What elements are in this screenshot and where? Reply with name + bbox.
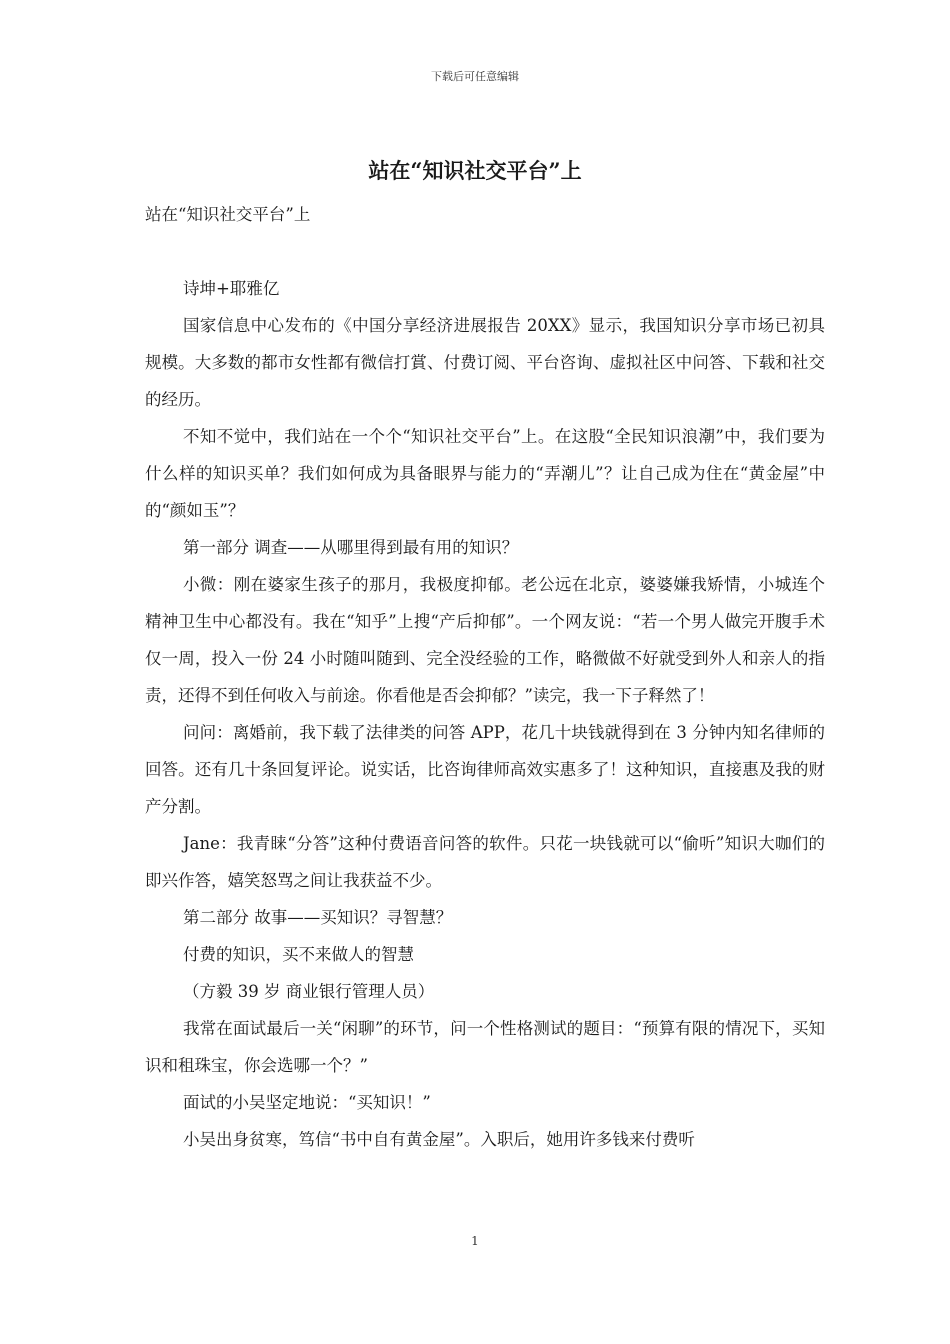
- paragraph: 小微：刚在婆家生孩子的那月，我极度抑郁。老公远在北京，婆婆嫌我矫情，小城连个精神卫生中心都没有。我在“知乎”上搜“产后抑郁”。一个网友说：“若一个男人做完开腹手术仅一周，投入一份 24 小时随叫随到、完全没经验的工作，略微做不好就受到外人和亲人的指责，还得不到任何收入与前途。你看他是否会抑郁？”读完，我一下子释然了！: [145, 575, 825, 705]
- document-body: [145, 196, 825, 1158]
- paragraph: 我常在面试最后一关“闲聊”的环节，问一个性格测试的题目：“预算有限的情况下，买知识和租珠宝，你会选哪一个？”: [145, 1019, 825, 1075]
- story-byline: （方毅 39 岁 商业银行管理人员）: [183, 982, 435, 1001]
- story-title: 付费的知识，买不来做人的智慧: [183, 945, 414, 964]
- paragraph: 国家信息中心发布的《中国分享经济进展报告 20XX》显示，我国知识分享市场已初具规模。大多数的都市女性都有微信打賞、付费订阅、平台咨询、虚拟社区中问答、下载和社交的经历。: [145, 316, 825, 409]
- page-number: 1: [471, 1234, 479, 1248]
- section-heading: 第一部分 调查——从哪里得到最有用的知识？: [183, 538, 519, 557]
- paragraph: 小吴出身贫寒，笃信“书中自有黄金屋”。入职后，她用许多钱来付费听: [183, 1130, 695, 1149]
- paragraph: 不知不觉中，我们站在一个个“知识社交平台”上。在这股“全民知识浪潮”中，我们要为什么样的知识买单？我们如何成为具备眼界与能力的“弄潮儿”？让自己成为住在“黄金屋”中的“颜如玉”？: [145, 427, 825, 520]
- section-heading: 第二部分 故事——买知识？寻智慧？: [183, 908, 453, 927]
- author-line: 诗坤+耶雅亿: [183, 279, 280, 298]
- page-header: 下载后可任意编辑: [431, 70, 519, 83]
- document-subtitle: 站在“知识社交平台”上: [145, 205, 311, 224]
- paragraph: 问问：离婚前，我下载了法律类的问答 APP，花几十块钱就得到在 3 分钟内知名律师的回答。还有几十条回复评论。说实话，比咨询律师高效实惠多了！这种知识，直接惠及我的财产分割。: [145, 723, 825, 816]
- paragraph: Jane：我青睐“分答”这种付费语音问答的软件。只花一块钱就可以“偷听”知识大咖们的即兴作答，嬉笑怒骂之间让我获益不少。: [145, 834, 825, 890]
- paragraph: 面试的小吴坚定地说：“买知识！”: [183, 1093, 431, 1112]
- document-title: 站在“知识社交平台”上: [368, 158, 582, 183]
